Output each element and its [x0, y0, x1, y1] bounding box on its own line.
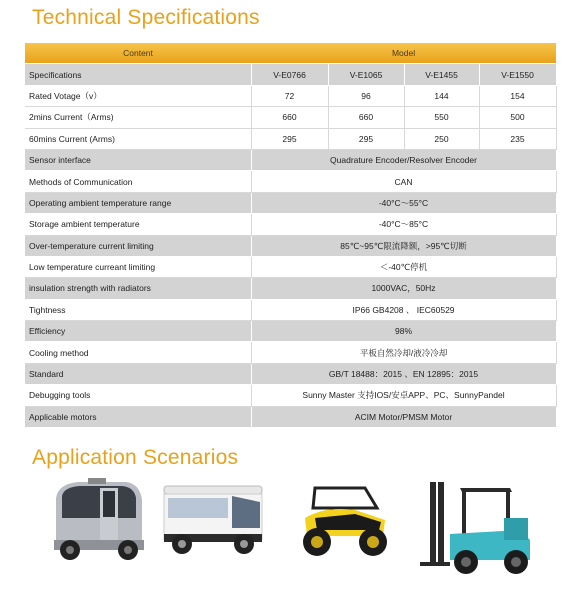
sightseeing-bus-icon [158, 478, 268, 564]
cell-value: 144 [404, 85, 479, 106]
cell-value: Quadrature Encoder/Resolver Encoder [251, 149, 556, 170]
table-row [25, 235, 556, 256]
cell-value: 235 [479, 128, 556, 149]
table-row [25, 171, 556, 192]
model-column-header: Model [251, 43, 556, 64]
table-row [25, 342, 556, 363]
spec-table [25, 43, 557, 428]
row-label: Tightness [25, 299, 251, 320]
cell-value: 85℃~95℃限流降额，>95℃切断 [251, 235, 556, 256]
row-label: Rated Votage（v） [25, 85, 251, 106]
cell-value: 72 [251, 85, 328, 106]
model-name: V-E0766 [251, 64, 328, 85]
table-row [25, 299, 556, 320]
forklift-icon [420, 478, 540, 578]
row-label: Efficiency [25, 321, 251, 342]
table-row [25, 214, 556, 235]
table-row [25, 321, 556, 342]
utility-vehicle-icon [295, 478, 395, 564]
content-column-header: Content [25, 43, 251, 64]
cell-value: GB/T 18488：2015 、EN 12895：2015 [251, 363, 556, 384]
cell-value: 154 [479, 85, 556, 106]
cell-value: 660 [328, 107, 404, 128]
table-row [25, 107, 556, 128]
model-name: V-E1065 [328, 64, 404, 85]
model-name: V-E1455 [404, 64, 479, 85]
application-scenarios-images [40, 478, 540, 578]
row-label: 2mins Current（Arms) [25, 107, 251, 128]
table-row [25, 256, 556, 277]
table-row [25, 406, 556, 427]
row-label: Applicable motors [25, 406, 251, 427]
cell-value: CAN [251, 171, 556, 192]
row-label: Cooling method [25, 342, 251, 363]
table-row [25, 192, 556, 213]
row-label: Operating ambient temperature range [25, 192, 251, 213]
cell-value: ACIM Motor/PMSM Motor [251, 406, 556, 427]
table-row [25, 363, 556, 384]
cell-value: ＜-40℃停机 [251, 256, 556, 277]
cell-value: -40°C～85°C [251, 214, 556, 235]
row-label: Sensor interface [25, 149, 251, 170]
row-label: Over-temperature current limiting [25, 235, 251, 256]
row-label: Low temperature curreant limiting [25, 256, 251, 277]
cell-value: 550 [404, 107, 479, 128]
technical-specifications-heading: Technical Specifications [32, 6, 260, 29]
row-label: Storage ambient temperature [25, 214, 251, 235]
cell-value: 500 [479, 107, 556, 128]
row-label: Standard [25, 363, 251, 384]
cell-value: 96 [328, 85, 404, 106]
cell-value: Sunny Master 支持IOS/安卓APP、PC、SunnyPandel [251, 385, 556, 406]
row-label: insulation strength with radiators [25, 278, 251, 299]
application-scenarios-heading: Application Scenarios [32, 446, 239, 469]
table-row [25, 85, 556, 106]
cell-value: 250 [404, 128, 479, 149]
cell-value: IP66 GB4208 、 IEC60529 [251, 299, 556, 320]
cell-value: 295 [251, 128, 328, 149]
cell-value: 平板自然冷却/液冷冷却 [251, 342, 556, 363]
row-label: Methods of Communication [25, 171, 251, 192]
table-row [25, 149, 556, 170]
cell-value: 98% [251, 321, 556, 342]
cell-value: 660 [251, 107, 328, 128]
row-label: Specifications [25, 64, 251, 85]
autonomous-shuttle-icon [48, 478, 148, 564]
cell-value: 295 [328, 128, 404, 149]
cell-value: -40°C～55°C [251, 192, 556, 213]
cell-value: 1000VAC，50Hz [251, 278, 556, 299]
table-row [25, 278, 556, 299]
table-row [25, 64, 556, 85]
model-name: V-E1550 [479, 64, 556, 85]
table-row [25, 385, 556, 406]
row-label: 60mins Current (Arms) [25, 128, 251, 149]
row-label: Debugging tools [25, 385, 251, 406]
table-row [25, 128, 556, 149]
